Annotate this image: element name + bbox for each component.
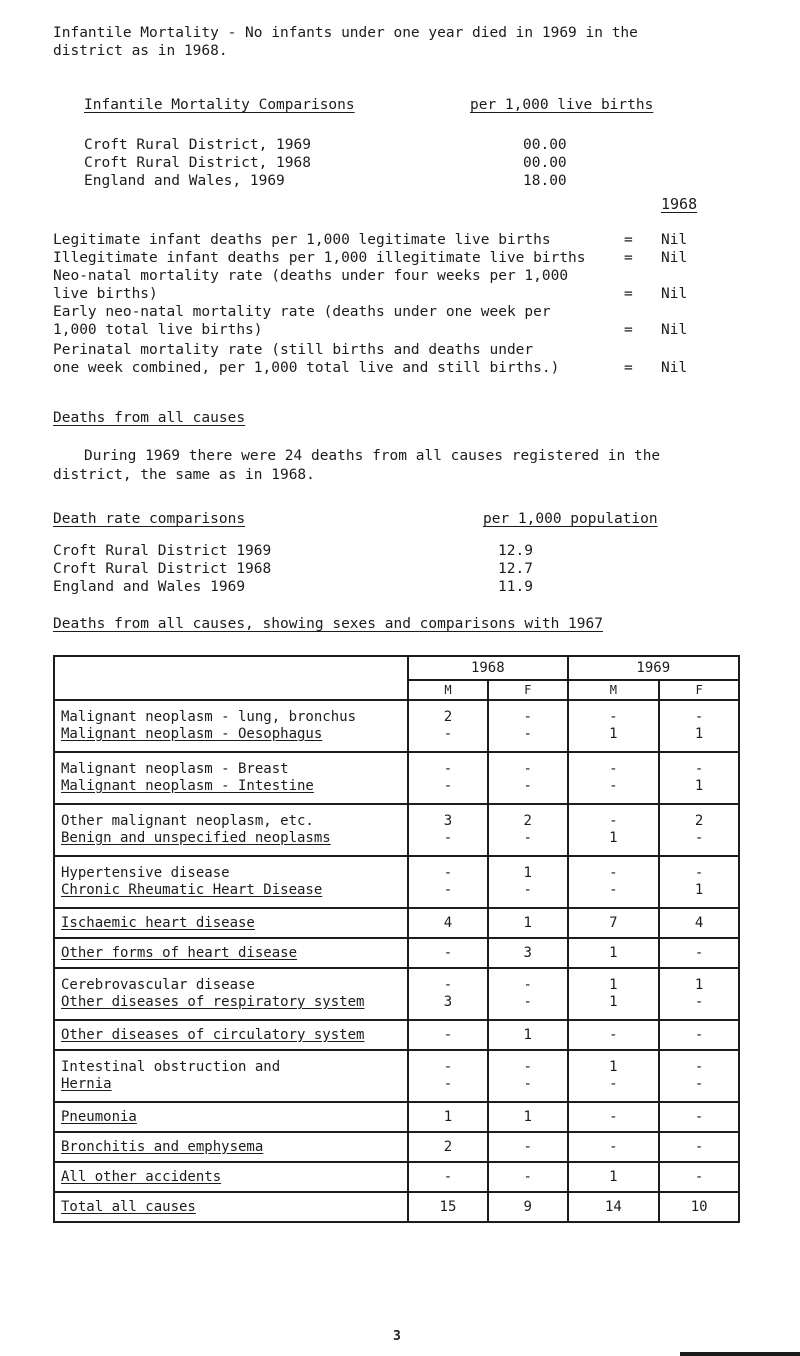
value-cell bbox=[488, 752, 568, 804]
infant-row-value: 00.00 bbox=[523, 155, 567, 171]
value-cell bbox=[568, 1050, 660, 1102]
cell-value: - bbox=[609, 865, 618, 881]
value-cell bbox=[408, 1192, 488, 1222]
cause-label: Other forms of heart disease bbox=[61, 944, 298, 961]
rate-value: Nil bbox=[661, 286, 688, 302]
infant-row-label: England and Wales, 1969 bbox=[84, 173, 285, 189]
value-cell bbox=[408, 1102, 488, 1132]
table-row bbox=[54, 968, 739, 1020]
cell-value: 14 bbox=[604, 1198, 622, 1215]
cause-label-cell bbox=[54, 938, 408, 968]
cell-value: - bbox=[694, 1138, 704, 1155]
cell-value: - bbox=[523, 1168, 532, 1185]
value-cell bbox=[488, 1192, 568, 1222]
table-row bbox=[54, 856, 739, 908]
cause-label: Intestinal obstruction and bbox=[61, 1059, 281, 1075]
sex-header-f-1968: F bbox=[488, 680, 568, 700]
table-caption: Deaths from all causes, showing sexes and comparisons with 1967 bbox=[53, 616, 603, 632]
cell-value: - bbox=[443, 977, 453, 993]
cell-value: 3 bbox=[443, 994, 453, 1010]
cause-label: Other diseases of circulatory system bbox=[61, 1026, 365, 1043]
cell-value: - bbox=[523, 1059, 532, 1075]
cell-value: 2 bbox=[694, 813, 704, 829]
cause-label-cell bbox=[54, 908, 408, 938]
table-row bbox=[54, 804, 739, 856]
cell-value: - bbox=[523, 830, 532, 846]
value-cell bbox=[488, 1050, 568, 1102]
value-cell bbox=[568, 752, 660, 804]
death-rate-row-label: Croft Rural District 1968 bbox=[53, 561, 272, 577]
value-cell bbox=[568, 700, 660, 752]
death-rate-row-value: 12.7 bbox=[498, 561, 533, 577]
cause-label: Total all causes bbox=[61, 1198, 196, 1215]
cell-value: - bbox=[443, 778, 453, 794]
cell-value: - bbox=[609, 761, 618, 777]
rate-value: Nil bbox=[661, 232, 688, 248]
cell-value: - bbox=[609, 1138, 618, 1155]
cell-value: - bbox=[443, 882, 453, 898]
value-cell bbox=[568, 1020, 660, 1050]
intro-line-1: Infantile Mortality - No infants under one year died in 1969 in the bbox=[53, 25, 638, 41]
value-cell bbox=[568, 908, 660, 938]
cause-label: Cerebrovascular disease bbox=[61, 977, 255, 993]
rate-text-line: Perinatal mortality rate (still births and deaths under bbox=[53, 342, 534, 358]
cell-value: - bbox=[523, 761, 532, 777]
table-row bbox=[54, 1020, 739, 1050]
value-cell bbox=[408, 1020, 488, 1050]
cause-label: Bronchitis and emphysema bbox=[61, 1138, 264, 1155]
value-cell bbox=[659, 1020, 739, 1050]
cause-label: Hypertensive disease bbox=[61, 865, 230, 881]
rate-text-line: Illegitimate infant deaths per 1,000 illegitimate live births bbox=[53, 250, 586, 266]
cell-value: 2 bbox=[443, 709, 453, 725]
cell-value: 10 bbox=[690, 1198, 708, 1215]
cell-value: - bbox=[694, 865, 704, 881]
cause-label: Benign and unspecified neoplasms bbox=[61, 830, 331, 846]
cell-value: - bbox=[443, 865, 453, 881]
cell-value: 1 bbox=[523, 865, 532, 881]
intro-line-2: district as in 1968. bbox=[53, 43, 228, 59]
value-cell bbox=[659, 856, 739, 908]
cell-value: - bbox=[694, 1059, 704, 1075]
deaths-paragraph-line-2: district, the same as in 1968. bbox=[53, 467, 315, 483]
value-cell bbox=[488, 1020, 568, 1050]
cell-value: - bbox=[694, 709, 704, 725]
cell-value: - bbox=[443, 761, 453, 777]
value-cell bbox=[659, 700, 739, 752]
rate-equals: = bbox=[624, 232, 633, 248]
value-cell bbox=[659, 938, 739, 968]
value-cell bbox=[659, 1162, 739, 1192]
cause-label: Ischaemic heart disease bbox=[61, 914, 255, 931]
value-cell bbox=[568, 1162, 660, 1192]
cell-value: 15 bbox=[439, 1198, 457, 1215]
value-cell bbox=[408, 856, 488, 908]
cell-value: 4 bbox=[443, 914, 453, 931]
cell-value: - bbox=[694, 1026, 704, 1043]
table-row bbox=[54, 700, 739, 752]
cause-label-cell bbox=[54, 1132, 408, 1162]
cause-label: Malignant neoplasm - Intestine bbox=[61, 778, 314, 794]
cell-value: - bbox=[523, 709, 532, 725]
cell-value: - bbox=[523, 778, 532, 794]
death-rate-row-label: Croft Rural District 1969 bbox=[53, 543, 272, 559]
value-cell bbox=[408, 938, 488, 968]
cell-value: - bbox=[443, 1076, 453, 1092]
value-cell bbox=[408, 700, 488, 752]
rate-equals: = bbox=[624, 360, 633, 376]
cell-value: - bbox=[523, 1076, 532, 1092]
rate-equals: = bbox=[624, 286, 633, 302]
page-number: 3 bbox=[393, 1329, 401, 1344]
cause-label-cell bbox=[54, 1192, 408, 1222]
cause-label: Malignant neoplasm - Breast bbox=[61, 761, 289, 777]
rate-text-line: Legitimate infant deaths per 1,000 legitimate live births bbox=[53, 232, 551, 248]
cell-value: 7 bbox=[609, 914, 618, 931]
cell-value: - bbox=[523, 726, 532, 742]
cell-value: 9 bbox=[523, 1198, 532, 1215]
cell-value: 1 bbox=[694, 882, 704, 898]
cause-label: All other accidents bbox=[61, 1168, 222, 1185]
rate-equals: = bbox=[624, 322, 633, 338]
value-cell bbox=[408, 1162, 488, 1192]
cause-label-cell bbox=[54, 804, 408, 856]
cause-label: Malignant neoplasm - lung, bronchus bbox=[61, 709, 357, 725]
table-row bbox=[54, 1050, 739, 1102]
cell-value: - bbox=[523, 994, 532, 1010]
cause-label-cell bbox=[54, 752, 408, 804]
rate-value: Nil bbox=[661, 322, 688, 338]
bottom-edge-rule bbox=[680, 1352, 800, 1356]
year-header-1969: 1969 bbox=[568, 656, 739, 680]
cell-value: 3 bbox=[523, 944, 532, 961]
deaths-heading: Deaths from all causes bbox=[53, 410, 246, 426]
cell-value: - bbox=[609, 813, 618, 829]
cell-value: - bbox=[523, 882, 532, 898]
rate-value: Nil bbox=[661, 250, 688, 266]
value-cell bbox=[488, 908, 568, 938]
death-rate-row-value: 12.9 bbox=[498, 543, 533, 559]
cell-value: - bbox=[523, 1138, 532, 1155]
value-cell bbox=[568, 1102, 660, 1132]
sex-header-m-1968: M bbox=[408, 680, 488, 700]
cause-label-cell bbox=[54, 1020, 408, 1050]
cause-label: Other malignant neoplasm, etc. bbox=[61, 813, 314, 829]
cell-value: - bbox=[694, 761, 704, 777]
cell-value: - bbox=[443, 1026, 453, 1043]
cell-value: 1 bbox=[609, 830, 618, 846]
rate-text-line: Neo-natal mortality rate (deaths under four weeks per 1,000 bbox=[53, 268, 569, 284]
cell-value: 1 bbox=[609, 1059, 618, 1075]
rate-text-line: live births) bbox=[53, 286, 158, 302]
value-cell bbox=[488, 856, 568, 908]
cell-value: 2 bbox=[523, 813, 532, 829]
cell-value: - bbox=[694, 994, 704, 1010]
cause-label-cell bbox=[54, 700, 408, 752]
cell-value: 1 bbox=[609, 994, 618, 1010]
cell-value: - bbox=[443, 726, 453, 742]
cell-value: - bbox=[609, 1026, 618, 1043]
cell-value: - bbox=[443, 830, 453, 846]
infant-row-label: Croft Rural District, 1969 bbox=[84, 137, 311, 153]
cell-value: 1 bbox=[523, 914, 532, 931]
cause-label: Pneumonia bbox=[61, 1108, 137, 1125]
cell-value: - bbox=[609, 709, 618, 725]
infant-comparisons-heading: Infantile Mortality Comparisons bbox=[84, 97, 355, 113]
death-rate-row-value: 11.9 bbox=[498, 579, 533, 595]
value-cell bbox=[488, 804, 568, 856]
rate-text-line: 1,000 total live births) bbox=[53, 322, 263, 338]
table-row bbox=[54, 938, 739, 968]
cause-label-cell bbox=[54, 1102, 408, 1132]
value-cell bbox=[488, 968, 568, 1020]
cause-label: Chronic Rheumatic Heart Disease bbox=[61, 882, 323, 898]
cause-label-cell bbox=[54, 1162, 408, 1192]
value-cell bbox=[659, 752, 739, 804]
value-cell bbox=[488, 1102, 568, 1132]
cell-value: 2 bbox=[443, 1138, 453, 1155]
value-cell bbox=[659, 1050, 739, 1102]
value-cell bbox=[568, 856, 660, 908]
value-cell bbox=[659, 1132, 739, 1162]
cell-value: - bbox=[609, 1108, 618, 1125]
value-cell bbox=[659, 908, 739, 938]
value-cell bbox=[568, 938, 660, 968]
cell-value: 3 bbox=[443, 813, 453, 829]
cell-value: 1 bbox=[523, 1026, 532, 1043]
table-row bbox=[54, 1162, 739, 1192]
cause-label-cell bbox=[54, 1050, 408, 1102]
value-cell bbox=[408, 908, 488, 938]
cell-value: - bbox=[609, 778, 618, 794]
deaths-by-cause-table bbox=[53, 655, 740, 1223]
rates-year-heading: 1968 bbox=[661, 195, 698, 213]
table-row bbox=[54, 908, 739, 938]
cell-value: - bbox=[523, 977, 532, 993]
value-cell bbox=[488, 938, 568, 968]
cell-value: - bbox=[443, 1059, 453, 1075]
rate-text-line: Early neo-natal mortality rate (deaths under one week per bbox=[53, 304, 551, 320]
table-row bbox=[54, 1102, 739, 1132]
cell-value: 1 bbox=[523, 1108, 532, 1125]
value-cell bbox=[408, 1050, 488, 1102]
value-cell bbox=[488, 1132, 568, 1162]
death-rate-heading: Death rate comparisons bbox=[53, 511, 246, 527]
value-cell bbox=[568, 1132, 660, 1162]
value-cell bbox=[408, 1132, 488, 1162]
cause-label: Malignant neoplasm - Oesophagus bbox=[61, 726, 323, 742]
value-cell bbox=[659, 1102, 739, 1132]
cell-value: 1 bbox=[609, 977, 618, 993]
cell-value: 4 bbox=[694, 914, 704, 931]
infant-unit-heading: per 1,000 live births bbox=[470, 97, 654, 113]
cause-label-cell bbox=[54, 856, 408, 908]
cell-value: 1 bbox=[694, 977, 704, 993]
death-rate-unit-heading: per 1,000 population bbox=[483, 511, 658, 527]
value-cell bbox=[408, 968, 488, 1020]
cause-label: Other diseases of respiratory system bbox=[61, 994, 365, 1010]
sex-header-f-1969: F bbox=[659, 680, 739, 700]
rate-value: Nil bbox=[661, 360, 688, 376]
cell-value: - bbox=[609, 1076, 618, 1092]
value-cell bbox=[568, 804, 660, 856]
cell-value: - bbox=[694, 944, 704, 961]
value-cell bbox=[488, 1162, 568, 1192]
cell-value: - bbox=[694, 1076, 704, 1092]
cell-value: 1 bbox=[694, 726, 704, 742]
cell-value: - bbox=[443, 944, 453, 961]
cell-value: - bbox=[694, 830, 704, 846]
cell-value: 1 bbox=[609, 726, 618, 742]
death-rate-row-label: England and Wales 1969 bbox=[53, 579, 246, 595]
cell-value: 1 bbox=[694, 778, 704, 794]
cell-value: - bbox=[443, 1168, 453, 1185]
value-cell bbox=[659, 804, 739, 856]
cell-value: - bbox=[694, 1108, 704, 1125]
cell-value: 1 bbox=[443, 1108, 453, 1125]
value-cell bbox=[408, 752, 488, 804]
deaths-paragraph-line-1: During 1969 there were 24 deaths from all causes registered in the bbox=[84, 448, 661, 464]
value-cell bbox=[659, 1192, 739, 1222]
infant-row-value: 18.00 bbox=[523, 173, 567, 189]
table-row bbox=[54, 1192, 739, 1222]
cell-value: - bbox=[694, 1168, 704, 1185]
rate-text-line: one week combined, per 1,000 total live and still births.) bbox=[53, 360, 560, 376]
value-cell bbox=[488, 700, 568, 752]
year-header-1968: 1968 bbox=[408, 656, 567, 680]
table-row bbox=[54, 1132, 739, 1162]
table-corner-cell bbox=[54, 656, 408, 700]
value-cell bbox=[408, 804, 488, 856]
cause-label: Hernia bbox=[61, 1076, 112, 1092]
rate-equals: = bbox=[624, 250, 633, 266]
infant-row-value: 00.00 bbox=[523, 137, 567, 153]
infant-row-label: Croft Rural District, 1968 bbox=[84, 155, 311, 171]
table-row bbox=[54, 752, 739, 804]
sex-header-m-1969: M bbox=[568, 680, 660, 700]
value-cell bbox=[568, 1192, 660, 1222]
value-cell bbox=[659, 968, 739, 1020]
cell-value: 1 bbox=[609, 1168, 618, 1185]
cell-value: 1 bbox=[609, 944, 618, 961]
value-cell bbox=[568, 968, 660, 1020]
cause-label-cell bbox=[54, 968, 408, 1020]
cell-value: - bbox=[609, 882, 618, 898]
